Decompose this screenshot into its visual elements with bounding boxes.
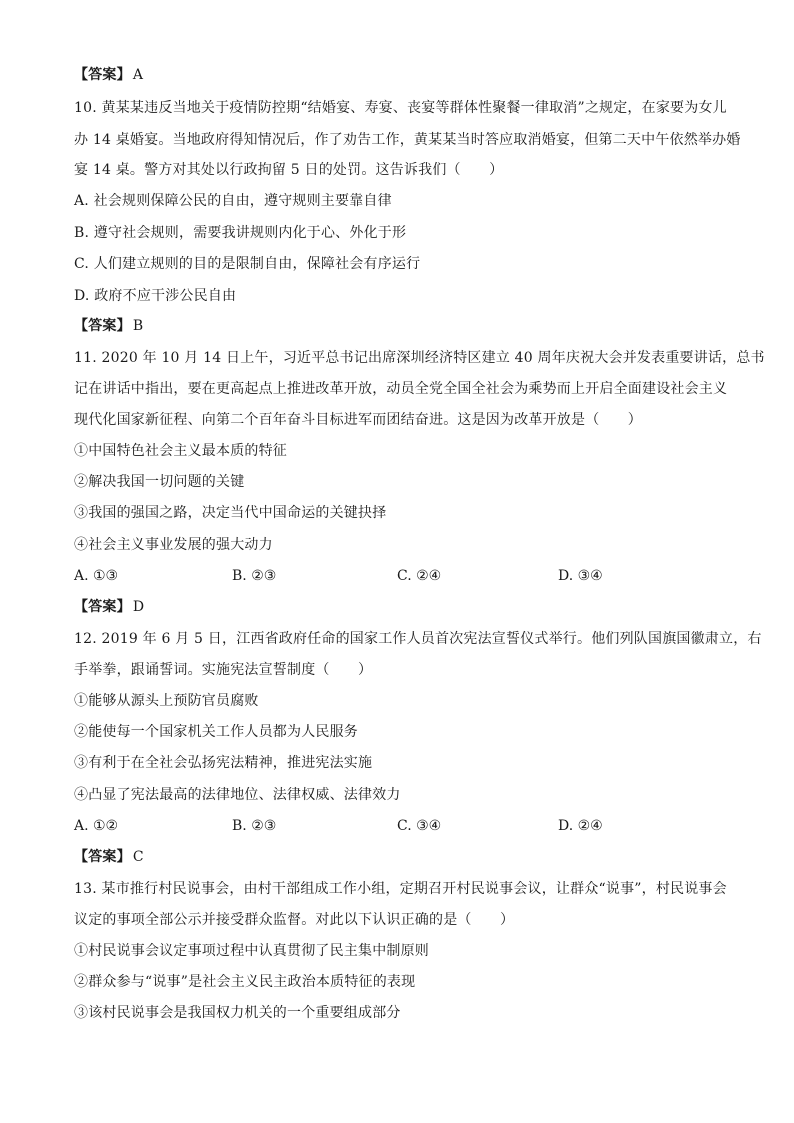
question-10-option-c: C. 人们建立规则的目的是限制自由，保障社会有序运行 bbox=[74, 256, 421, 272]
option-c: C. ③④ bbox=[397, 818, 442, 834]
question-12-item-2: ②能使每一个国家机关工作人员都为人民服务 bbox=[74, 724, 358, 740]
answer-label bbox=[74, 848, 724, 866]
question-11-item-4: ④社会主义事业发展的强大动力 bbox=[74, 537, 273, 553]
answer-label bbox=[74, 598, 724, 616]
question-12-item-4: ④凸显了宪法最高的法律地位、法律权威、法律效力 bbox=[74, 787, 401, 803]
question-10-option-d: D. 政府不应干涉公民自由 bbox=[74, 288, 237, 304]
answer-value: B bbox=[132, 318, 144, 334]
question-10-option-a: A. 社会规则保障公民的自由，遵守规则主要靠自律 bbox=[74, 193, 392, 209]
answer-label bbox=[74, 317, 724, 335]
question-10-line-2: 办 14 桌婚宴。当地政府得知情况后，作了劝告工作，黄某某当时答应取消婚宴，但第二天中午依然举办婚 bbox=[74, 132, 741, 148]
answer-tag: 【答案】 bbox=[74, 599, 131, 615]
question-10-option-b: B. 遵守社会规则，需要我讲规则内化于心、外化于形 bbox=[74, 225, 407, 241]
question-12-line-2: 手举拳，跟诵誓词。实施宪法宣誓制度（ ） bbox=[74, 662, 373, 678]
question-11-item-2: ②解决我国一切问题的关键 bbox=[74, 474, 245, 490]
answer-label bbox=[74, 66, 724, 84]
question-11-line-3: 现代化国家新征程、向第二个百年奋斗目标进军而团结奋进。这是因为改革开放是（ ） bbox=[74, 412, 642, 428]
answer-value: A bbox=[132, 67, 144, 83]
question-12-item-1: ①能够从源头上预防官员腐败 bbox=[74, 693, 259, 709]
option-c: C. ②④ bbox=[397, 568, 442, 584]
question-10-line-1: 10. 黄某某违反当地关于疫情防控期“结婚宴、寿宴、丧宴等群体性聚餐一律取消”之规定，在家要为女儿 bbox=[74, 100, 727, 116]
answer-value: D bbox=[132, 599, 145, 615]
question-13-line-2: 议定的事项全部公示并接受群众监督。对此以下认识正确的是（ ） bbox=[74, 912, 515, 928]
answer-tag: 【答案】 bbox=[74, 318, 131, 334]
question-10-line-3: 宴 14 桌。警方对其处以行政拘留 5 日的处罚。这告诉我们（ ） bbox=[74, 162, 504, 178]
option-d: D. ③④ bbox=[558, 568, 603, 584]
option-b: B. ②③ bbox=[232, 568, 277, 584]
answer-tag: 【答案】 bbox=[74, 67, 131, 83]
option-a: A. ①③ bbox=[74, 568, 119, 584]
question-11-item-3: ③我国的强国之路，决定当代中国命运的关键抉择 bbox=[74, 505, 387, 521]
question-12-line-1: 12. 2019 年 6 月 5 日，江西省政府任命的国家工作人员首次宪法宣誓仪式举行。他们列队国旗国徽肃立，右 bbox=[74, 631, 762, 647]
question-13-item-2: ②群众参与“说事”是社会主义民主政治本质特征的表现 bbox=[74, 974, 416, 990]
question-13-line-1: 13. 某市推行村民说事会，由村干部组成工作小组，定期召开村民说事会议，让群众“说事”，村民说事会 bbox=[74, 881, 727, 897]
option-d: D. ②④ bbox=[558, 818, 603, 834]
question-11-item-1: ①中国特色社会主义最本质的特征 bbox=[74, 443, 287, 459]
answer-value: C bbox=[132, 849, 144, 865]
question-13-item-3: ③该村民说事会是我国权力机关的一个重要组成部分 bbox=[74, 1005, 401, 1021]
question-12-item-3: ③有利于在全社会弘扬宪法精神，推进宪法实施 bbox=[74, 755, 373, 771]
option-a: A. ①② bbox=[74, 818, 119, 834]
question-11-line-2: 记在讲话中指出，要在更高起点上推进改革开放，动员全党全国全社会为乘势而上开启全面建设社会主义 bbox=[74, 381, 728, 397]
question-11-line-1: 11. 2020 年 10 月 14 日上午，习近平总书记出席深圳经济特区建立 40 周年庆祝大会并发表重要讲话，总书 bbox=[74, 350, 765, 366]
option-b: B. ②③ bbox=[232, 818, 277, 834]
question-13-item-1: ①村民说事会议定事项过程中认真贯彻了民主集中制原则 bbox=[74, 943, 429, 959]
answer-tag: 【答案】 bbox=[74, 849, 131, 865]
